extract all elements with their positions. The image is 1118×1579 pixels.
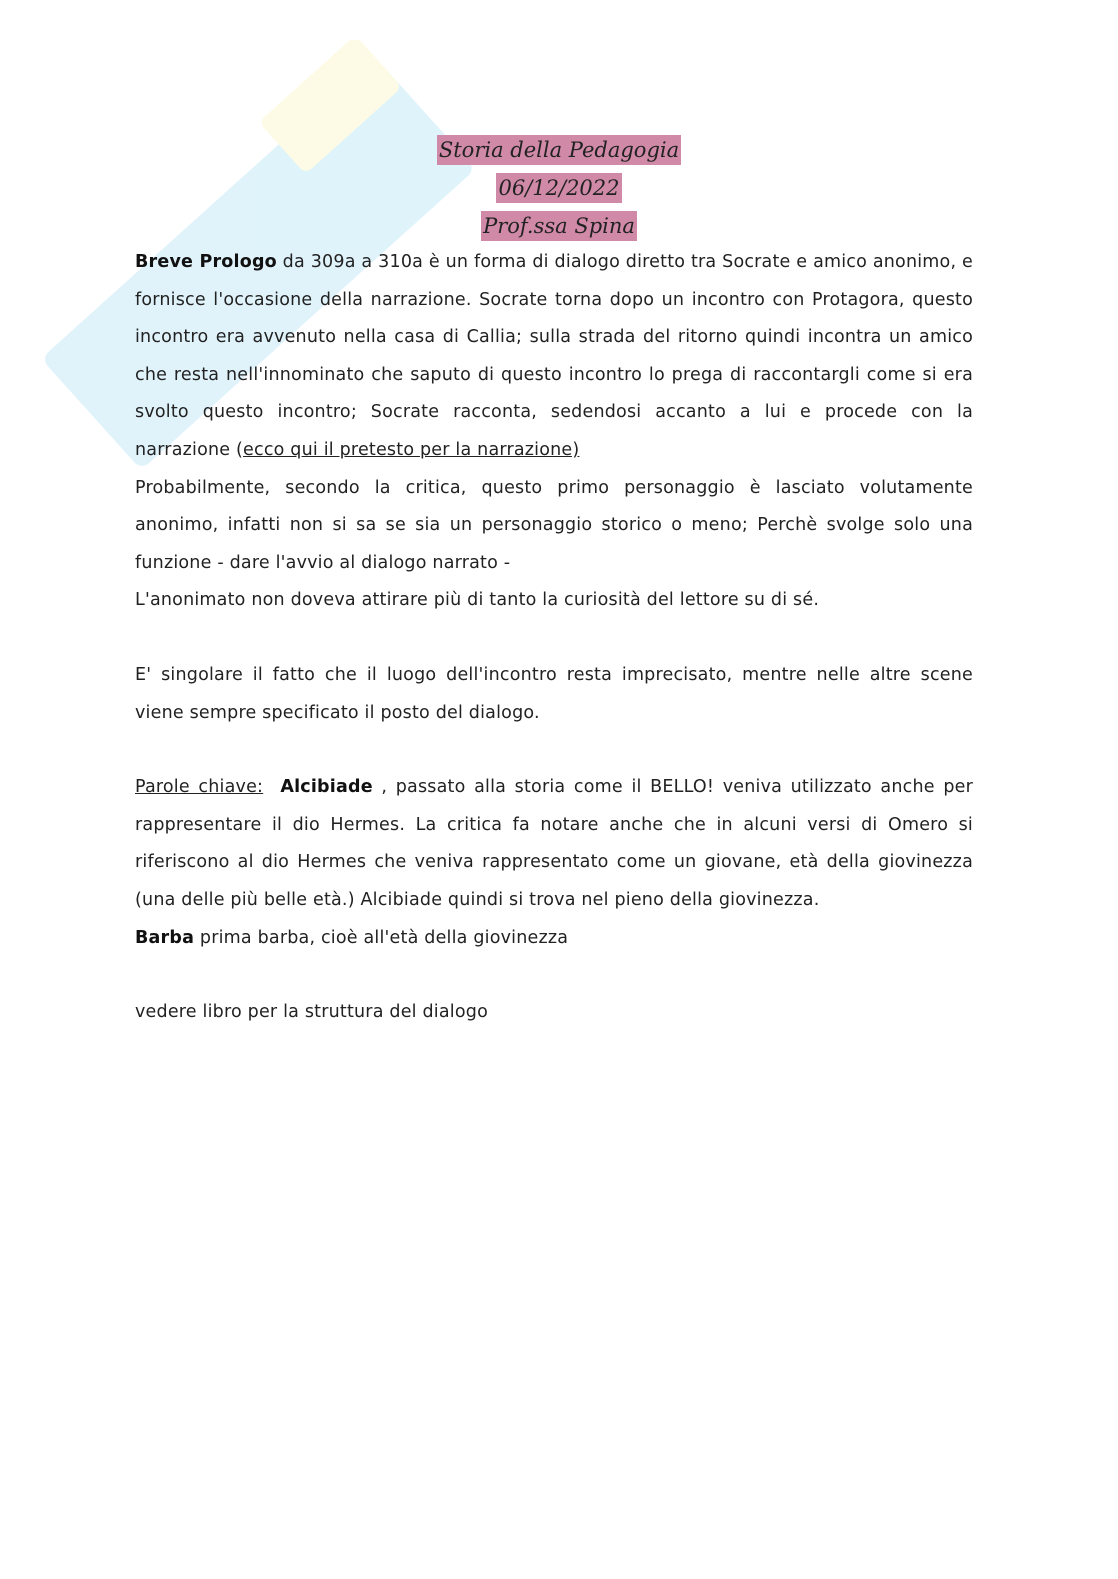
note-header bbox=[0, 132, 1118, 246]
term-breve-prologo: Breve Prologo bbox=[135, 252, 277, 272]
paragraph-luogo: E' singolare il fatto che il luogo dell'incontro resta imprecisato, mentre nelle altre scene viene sempre specificato il posto del dialogo. bbox=[135, 664, 973, 723]
note-body bbox=[135, 244, 973, 1032]
lecture-date: 06/12/2022 bbox=[496, 173, 621, 203]
paragraph-prologo bbox=[135, 244, 973, 470]
paragraph-anonimato: L'anonimato non doveva attirare più di tanto la curiosità del lettore su di sé. bbox=[135, 590, 820, 611]
alcibiade-text: , passato alla storia come il BELLO! veniva utilizzato anche per rappresentare il dio Hermes. La critica fa notare anche che in alcuni versi di Omero si riferiscono al dio Hermes che veniva rappresentato come un giovane, età della giovinezza (una delle più belle età.) Alcibiade quindi si trova nel pieno della giovinezza. bbox=[135, 777, 973, 910]
prologo-text: da 309a a 310a è un forma di dialogo diretto tra Socrate e amico anonimo, e fornisce l'occasione della narrazione. Socrate torna dopo un incontro con Protagora, questo incontro era avvenuto nella casa di Callia; sulla strada del ritorno quindi incontra un amico che resta nell'innominato che saputo di questo incontro lo prega di raccontargli come si era svolto questo incontro; Socrate racconta, sedendosi accanto a lui e procede con la narrazione ( bbox=[135, 252, 973, 460]
professor-name: Prof.ssa Spina bbox=[481, 211, 637, 241]
course-title: Storia della Pedagogia bbox=[437, 135, 681, 165]
keywords-label: Parole chiave: bbox=[135, 777, 264, 798]
barba-text: prima barba, cioè all'età della giovinezza bbox=[194, 927, 569, 948]
prologo-underlined: ecco qui il pretesto per la narrazione) bbox=[243, 439, 580, 460]
term-alcibiade: Alcibiade bbox=[280, 777, 373, 798]
paragraph-libro: vedere libro per la struttura del dialogo bbox=[135, 1002, 488, 1023]
paragraph-barba bbox=[135, 920, 973, 958]
paragraph-parole-chiave bbox=[135, 769, 973, 919]
paragraph-anonimo: Probabilmente, secondo la critica, questo primo personaggio è lasciato volutamente anonimo, infatti non si sa se sia un personaggio storico o meno; Perchè svolge solo una funzione - dare l'avvio al dialogo narrato - bbox=[135, 477, 973, 573]
term-barba: Barba bbox=[135, 927, 195, 948]
